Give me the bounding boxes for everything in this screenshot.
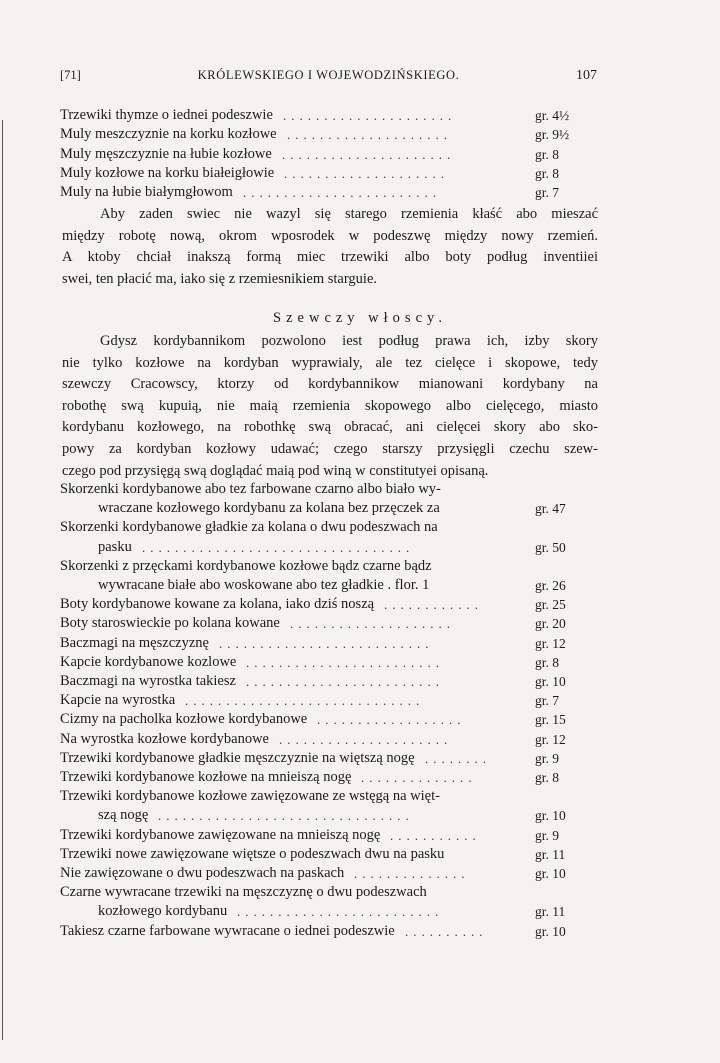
price-entry bbox=[60, 538, 620, 557]
price-entry bbox=[60, 768, 620, 787]
entry-price: gr. 7 bbox=[535, 185, 560, 201]
leader-dots: ........................ bbox=[246, 674, 444, 689]
entry-text: Muly kozłowe na korku białeigłowie bbox=[60, 164, 275, 181]
entry-price: gr. 9 bbox=[535, 827, 560, 843]
entry-price: gr. 8 bbox=[535, 165, 560, 181]
entry-text: Na wyrostka kozłowe kordybanowe bbox=[60, 730, 269, 747]
price-entry bbox=[60, 902, 620, 921]
leader-dots: ............................. bbox=[185, 693, 425, 709]
leader-dots: .............. bbox=[361, 770, 477, 785]
entry-price: gr. 12 bbox=[535, 731, 566, 747]
leader-dots: ........... bbox=[390, 827, 481, 843]
entry-text: Trzewiki thymze o iednei podeszwie bbox=[60, 107, 273, 123]
entry-text: Kapcie na wyrostka bbox=[60, 692, 176, 709]
price-entry bbox=[60, 518, 620, 537]
entry-text: Kapcie kordybanowe kozlowe bbox=[60, 653, 237, 670]
leader-dots: .................... bbox=[284, 165, 449, 181]
entry-text: wraczane kozłowego kordybanu za kolana bez przęczek za bbox=[98, 500, 440, 517]
price-entry bbox=[60, 595, 620, 614]
entry-text: Boty kordybanowe kowane za kolana, iako dziś noszą bbox=[60, 596, 375, 613]
price-entry bbox=[60, 106, 620, 125]
price-entry bbox=[60, 672, 620, 691]
entry-price: gr. 15 bbox=[535, 712, 566, 728]
price-entry bbox=[60, 845, 620, 864]
price-entry bbox=[60, 806, 620, 825]
entry-text: Muly meszczyznie na korku kozłowe bbox=[60, 126, 277, 143]
price-entry bbox=[60, 145, 620, 164]
price-entry bbox=[60, 922, 620, 941]
price-entry bbox=[60, 125, 620, 144]
leader-dots: .................... bbox=[290, 616, 455, 632]
entry-text: Cizmy na pacholka kozłowe kordybanowe bbox=[60, 711, 308, 728]
entry-price: gr. 10 bbox=[535, 808, 566, 824]
paragraph-line: Aby zaden swiec nie wazyl się starego rzemienia kłaść abo mieszać bbox=[100, 206, 598, 222]
leader-dots: .......................... bbox=[219, 635, 434, 651]
price-entry bbox=[60, 864, 620, 883]
leader-dots: ........................ bbox=[246, 654, 444, 670]
price-entry bbox=[60, 576, 620, 595]
entry-price: gr. 4½ bbox=[535, 108, 570, 123]
entry-price: gr. 25 bbox=[535, 597, 566, 613]
section-number: [71] bbox=[60, 68, 81, 82]
entry-price: gr. 20 bbox=[535, 616, 566, 632]
entry-text: Muly męszczyznie na łubie kozłowe bbox=[60, 145, 272, 162]
leader-dots: .................. bbox=[317, 712, 466, 728]
paragraph-line: szewczy Cracowscy, ktorzy od kordybannikow mianowani kordybany na bbox=[62, 376, 598, 393]
entry-text: Trzewiki nowe zawięzowane więtsze o podeszwach dwu na pasku bbox=[60, 845, 445, 862]
leader-dots: ............................... bbox=[158, 808, 414, 824]
price-entry bbox=[60, 499, 620, 518]
entry-text: Trzewiki kordybanowe kozłowe na mnieiszą nogę bbox=[60, 769, 352, 785]
entry-text: Trzewiki kordybanowe kozłowe zawięzowane ze wstęgą na więt- bbox=[60, 788, 440, 805]
entry-price: gr. 12 bbox=[535, 635, 566, 651]
entry-text: Takiesz czarne farbowane wywracane o iednei podeszwie bbox=[60, 922, 395, 939]
price-entry bbox=[60, 787, 620, 806]
leader-dots: ............ bbox=[384, 597, 483, 613]
entry-price: gr. 9 bbox=[535, 750, 560, 766]
running-head bbox=[60, 68, 597, 88]
entry-text: Skorzenki z przęckami kordybanowe kozłowe bądz czarne bądz bbox=[60, 557, 432, 574]
price-entry bbox=[60, 480, 620, 499]
entry-text: Skorzenki kordybanowe abo tez farbowane czarno albo biało wy- bbox=[60, 481, 441, 497]
entry-text: Baczmagi na męszczyznę bbox=[60, 634, 209, 651]
entry-price: gr. 9½ bbox=[535, 127, 570, 143]
leader-dots: .......... bbox=[405, 923, 488, 939]
paragraph-line: nie tylko kozłowe na kordyban wyprawialy, ale tez cielęce i skopowe, tedy bbox=[62, 354, 598, 371]
running-title: KRÓLEWSKIEGO I WOJEWODZIŃSKIEGO. bbox=[197, 68, 460, 82]
entry-price: gr. 10 bbox=[535, 674, 566, 689]
price-entry bbox=[60, 691, 620, 710]
price-entry bbox=[60, 614, 620, 633]
entry-price: gr. 26 bbox=[535, 578, 566, 593]
entry-price: gr. 10 bbox=[535, 923, 566, 939]
price-entry bbox=[60, 749, 620, 768]
price-entry bbox=[60, 710, 620, 729]
paragraph-kordybannicy bbox=[62, 331, 598, 482]
price-entry bbox=[60, 883, 620, 902]
leader-dots: ..................... bbox=[279, 731, 453, 747]
paragraph-line: kordybanu kozłowego, na robothkę swą obracać, ani cielęcei skory abo sko- bbox=[62, 419, 598, 436]
entry-price: gr. 11 bbox=[535, 846, 566, 862]
entry-text: Trzewiki kordybanowe gładkie męszczyznie na więtszą nogę bbox=[60, 749, 415, 766]
paragraph-line: między robotę nową, okrom wposrodek w podeszwę między nowy rzemień. bbox=[62, 227, 598, 244]
paragraph-line: czego pod przysięgą swą doglądać maią pod winą w constitutyei opisaną. bbox=[62, 462, 489, 479]
entry-price: gr. 11 bbox=[535, 904, 566, 920]
entry-text: Czarne wywracane trzewiki na męszczyznę o dwu podeszwach bbox=[60, 884, 427, 901]
entry-text: Skorzenki kordybanowe gładkie za kolana o dwu podeszwach na bbox=[60, 519, 438, 536]
entry-price: gr. 8 bbox=[535, 146, 560, 162]
paragraph-line: Gdysz kordybannikom pozwolono iest podług prawa ich, izby skory bbox=[100, 333, 598, 349]
entry-text: Baczmagi na wyrostka takiesz bbox=[60, 673, 236, 689]
page-number: 107 bbox=[576, 68, 597, 83]
price-entry bbox=[60, 164, 620, 183]
entry-price: gr. 50 bbox=[535, 539, 566, 555]
price-entry bbox=[60, 730, 620, 749]
paragraph-line: A ktoby chciał inakszą formą miec trzewiki albo boty podług inventiiei bbox=[62, 249, 598, 266]
entry-price: gr. 8 bbox=[535, 770, 560, 785]
leader-dots: ..................... bbox=[282, 146, 456, 162]
price-entry bbox=[60, 557, 620, 576]
entry-text: pasku bbox=[98, 538, 132, 555]
entry-text: kozłowego kordybanu bbox=[98, 903, 228, 920]
entry-text: Nie zawięzowane o dwu podeszwach na paskach bbox=[60, 865, 345, 881]
entry-price: gr. 47 bbox=[535, 501, 566, 517]
leader-dots: ................................. bbox=[142, 539, 415, 555]
entry-text: wywracane białe abo woskowane abo tez gładkie . flor. 1 bbox=[98, 577, 430, 593]
entry-price: gr. 8 bbox=[535, 654, 560, 670]
paragraph-regulation bbox=[62, 204, 598, 290]
price-entry bbox=[60, 653, 620, 672]
entry-text: Muly na łubie białymgłowom bbox=[60, 184, 233, 201]
leader-dots: ..................... bbox=[283, 108, 457, 123]
price-entry bbox=[60, 183, 620, 202]
price-entry bbox=[60, 634, 620, 653]
leader-dots: ......................... bbox=[237, 904, 444, 920]
leader-dots: .............. bbox=[354, 866, 470, 881]
entry-price: gr. 10 bbox=[535, 866, 566, 881]
price-entry bbox=[60, 826, 620, 845]
leader-dots: ........................ bbox=[243, 185, 441, 201]
entry-text: Boty staroswieckie po kolana kowane bbox=[60, 615, 280, 632]
paragraph-line: powy za kordyban kozłowy udawać; czego starszy przysięgli czechu szew- bbox=[62, 440, 598, 457]
paragraph-line: swei, ten płacić ma, iako się z rzemiesnikiem starguie. bbox=[62, 270, 377, 287]
leader-dots: ........ bbox=[425, 750, 491, 766]
entry-text: szą nogę bbox=[98, 807, 149, 824]
entry-text: Trzewiki kordybanowe zawięzowane na mnieiszą nogę bbox=[60, 826, 381, 843]
section-title: Szewczy włoscy. bbox=[273, 310, 447, 326]
entry-price: gr. 7 bbox=[535, 693, 560, 709]
paragraph-line: robothę swą kupuią, nie maią rzemienia skopowego albo cielęcego, miasto bbox=[62, 397, 598, 414]
leader-dots: .................... bbox=[287, 127, 452, 143]
